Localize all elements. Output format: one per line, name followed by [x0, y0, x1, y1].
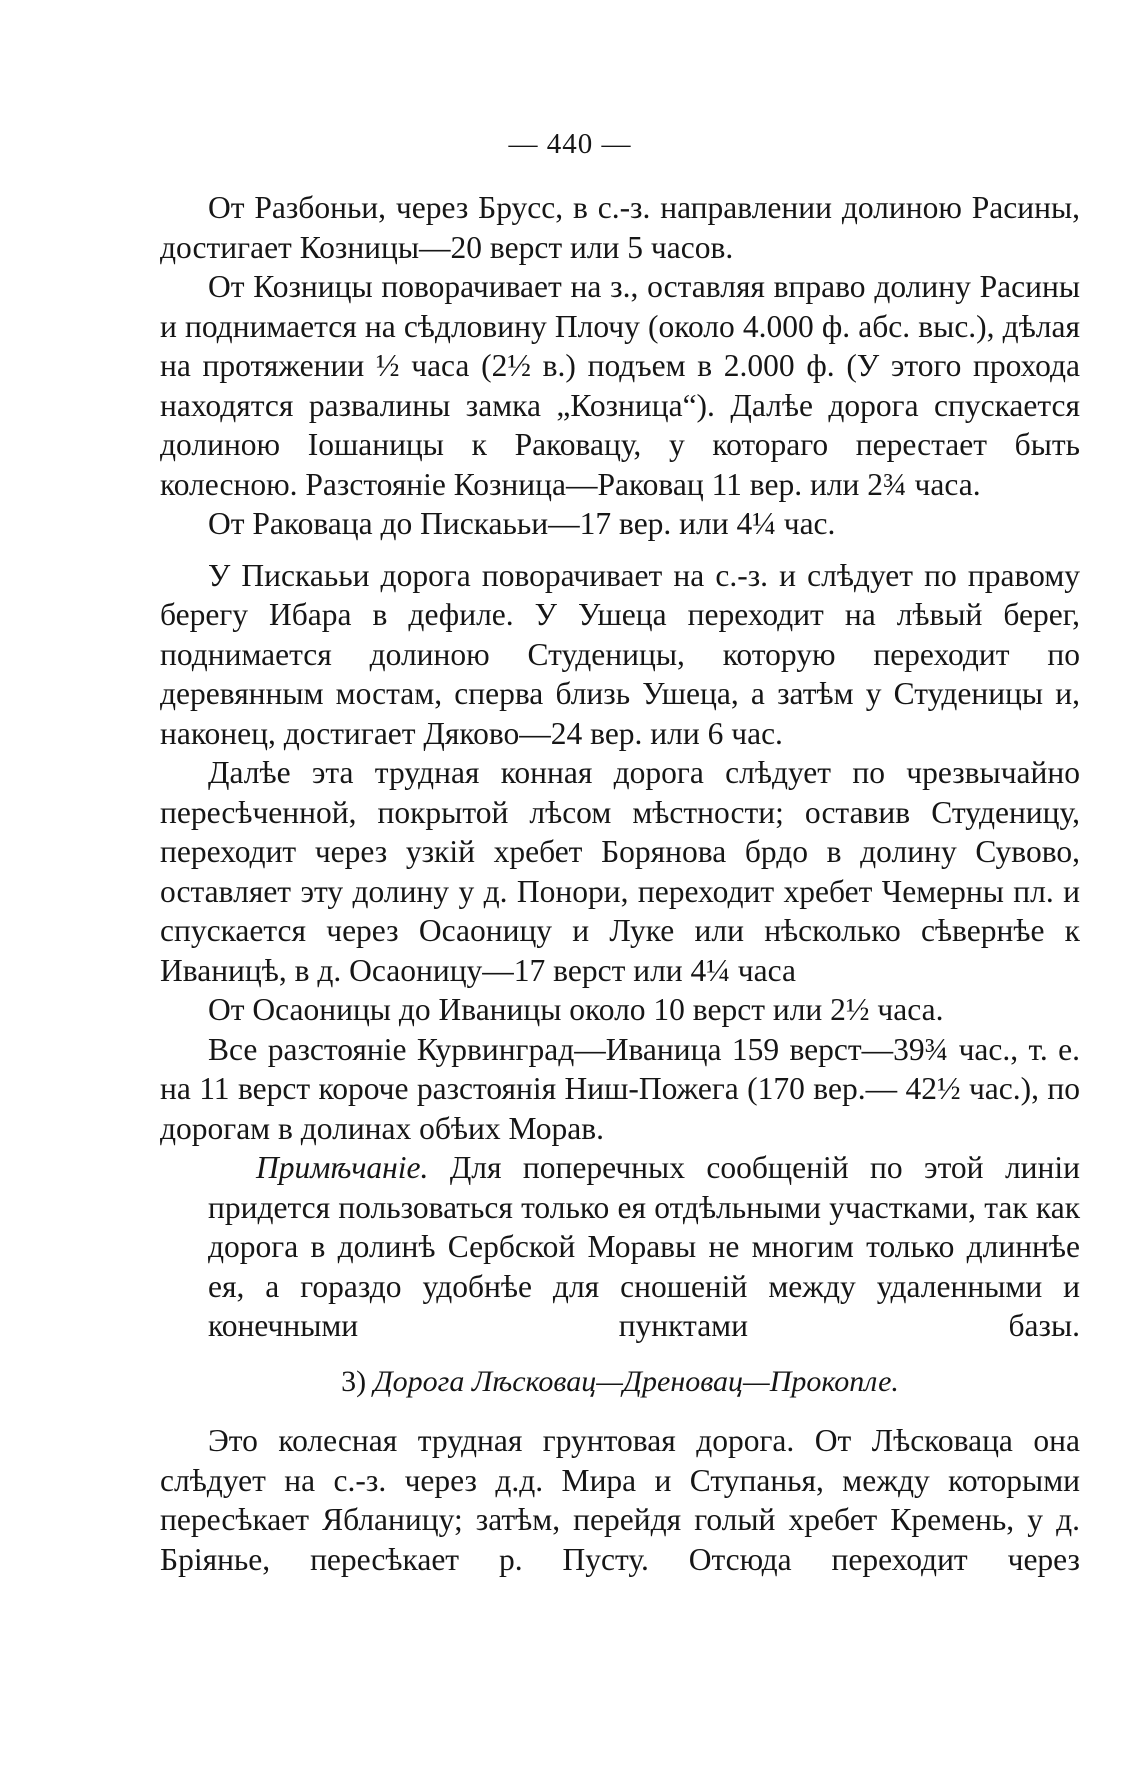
- section-number: 3): [341, 1364, 367, 1398]
- page-number: — 440 —: [508, 128, 632, 160]
- paragraph: От Козницы поворачивает на з., оставляя вправо долину Расины и поднимается на сѣдловину Плочу (около 4.000 ф. абс. выс.), дѣлая на протяжении ½ часа (2½ в.) подъем в 2.000 ф. (У этого прохода находятся развалины замка „Козница“). Далѣе дорога спускается долиною Іошаницы к Раковацу, у котораго перестает быть колесною. Разстояніе Козница—Раковац 11 вер. или 2¾ часа.: [160, 269, 1080, 502]
- paragraph: У Пискаььи дорога поворачивает на с.-з. и слѣдует по правому берегу Ибара в дефиле. У Ушеца переходит на лѣвый берег, поднимается долиною Студеницы, которую переходит по деревянным мостам, сперва близь Ушеца, а затѣм у Студеницы и, наконец, достигает Дяково—24 вер. или 6 час.: [160, 557, 1080, 751]
- paragraph: От Разбоньи, через Брусс, в с.-з. направлении долиною Расины, достигает Козницы—20 верст или 5 часов.: [160, 190, 1080, 265]
- remark-label: Примѣчаніе.: [256, 1150, 429, 1185]
- paragraph: Все разстояніе Курвинград—Иваница 159 верст—39¾ час., т. е. на 11 верст короче разстоянія Ниш-Пожега (170 вер.— 42½ час.), по дорогам в долинах обѣих Морав.: [160, 1031, 1080, 1146]
- body-text: [160, 188, 1080, 1579]
- remark-text: Для поперечных сообщеній по этой линіи придется пользоваться только ея отдѣльными участками, так как дорога в долинѣ Сербской Моравы не многим только длиннѣе ея, а гораздо удобнѣе для сношеній между удаленными и конечными пунктами базы.: [208, 1150, 1081, 1343]
- paragraph: От Раковаца до Пискаььи—17 вер. или 4¼ час.: [208, 506, 836, 541]
- section-heading: [160, 1362, 1080, 1402]
- paragraph: От Осаоницы до Иваницы около 10 верст или 2½ часа.: [208, 992, 944, 1027]
- paragraph: Далѣе эта трудная конная дорога слѣдует по чрезвычайно пересѣченной, покрытой лѣсом мѣстности; оставив Студеницу, переходит через узкій хребет Борянова брдо в долину Сувово, оставляет эту долину у д. Понори, переходит хребет Чемерны пл. и спускается через Осаоницу и Луке или нѣсколько сѣвернѣе к Иваницѣ, в д. Осаоницу—17 верст или 4¼ часа: [160, 755, 1080, 988]
- footnote-remark: [208, 1148, 1080, 1346]
- paragraph: Это колесная трудная грунтовая дорога. От Лѣсковаца она слѣдует на с.-з. через д.д. Мира и Ступанья, между которыми пересѣкает Ябланицу; затѣм, перейдя голый хребет Кремень, у д. Бріянье, пересѣкает р. Пусту. Отсюда переходит через: [160, 1423, 1080, 1577]
- section-title: Дорога Лѣсковац—Дреновац—Прокопле.: [373, 1364, 899, 1398]
